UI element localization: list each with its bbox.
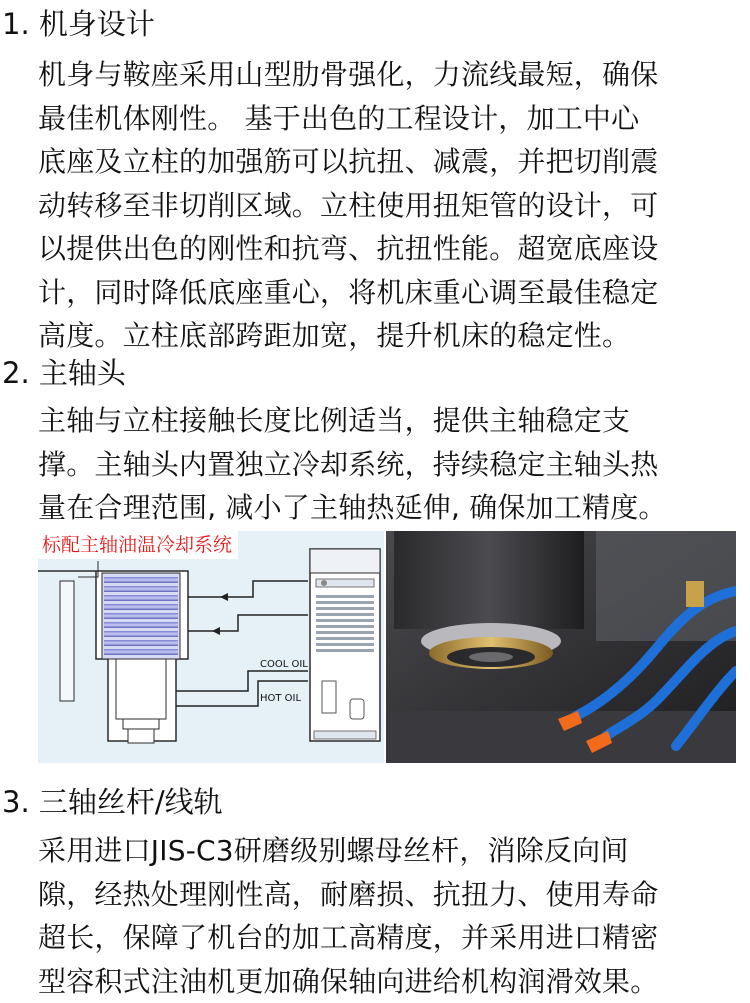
body-line: 计，同时降低底座重心，将机床重心调至最佳稳定 xyxy=(38,271,738,315)
section-1-body xyxy=(38,53,738,358)
body-line: 底座及立柱的加强筋可以抗扭、减震，并把切削震 xyxy=(38,140,738,184)
body-line: 量在合理范围, 减小了主轴热延伸, 确保加工精度。 xyxy=(38,486,738,530)
body-line: 机身与鞍座采用山型肋骨强化，力流线最短，确保 xyxy=(38,53,738,97)
body-line: 撑。主轴头内置独立冷却系统，持续稳定主轴头热 xyxy=(38,443,738,487)
body-line: 高度。立柱底部跨距加宽，提升机床的稳定性。 xyxy=(38,314,738,358)
chiller-unit xyxy=(310,549,380,741)
body-line: 型容积式注油机更加确保轴向进给机构润滑效果。 xyxy=(38,960,738,1003)
spindle-housing xyxy=(394,531,584,629)
body-line: 采用进口JIS-C3研磨级别螺母丝杆，消除反向间 xyxy=(38,829,738,873)
section-2-body xyxy=(38,399,738,530)
arrow-left-icon xyxy=(212,627,220,635)
spindle-coil xyxy=(102,573,180,659)
hose-fitting xyxy=(686,581,704,607)
hot-oil-label: HOT OIL xyxy=(260,693,301,704)
figure-caption: 标配主轴油温冷却系统 xyxy=(38,531,238,559)
arrow-left-icon xyxy=(220,593,228,601)
body-line: 主轴与立柱接触长度比例适当，提供主轴稳定支 xyxy=(38,399,738,443)
section-2-heading: 2. 主轴头 xyxy=(2,355,126,391)
body-line: 超长，保障了机台的加工高精度，并采用进口精密 xyxy=(38,916,738,960)
body-line: 以提供出色的刚性和抗弯、抗扭性能。超宽底座设 xyxy=(38,227,738,271)
body-line: 动转移至非切削区域。立柱使用扭矩管的设计，可 xyxy=(38,184,738,228)
cool-oil-label: COOL OIL xyxy=(260,659,308,670)
section-1-heading: 1. 机身设计 xyxy=(2,6,155,42)
spindle-photo-drawing xyxy=(386,531,736,763)
cooling-diagram-drawing xyxy=(38,531,384,763)
section-3-body xyxy=(38,829,738,1003)
body-line: 隙，经热处理刚性高，耐磨损、抗扭力、使用寿命 xyxy=(38,873,738,917)
body-line: 最佳机体刚性。 基于出色的工程设计，加工中心 xyxy=(38,97,738,141)
cooling-system-diagram xyxy=(38,531,384,763)
spindle-head-photo xyxy=(386,531,736,763)
section-3-heading: 3. 三轴丝杆/线轨 xyxy=(2,784,223,820)
